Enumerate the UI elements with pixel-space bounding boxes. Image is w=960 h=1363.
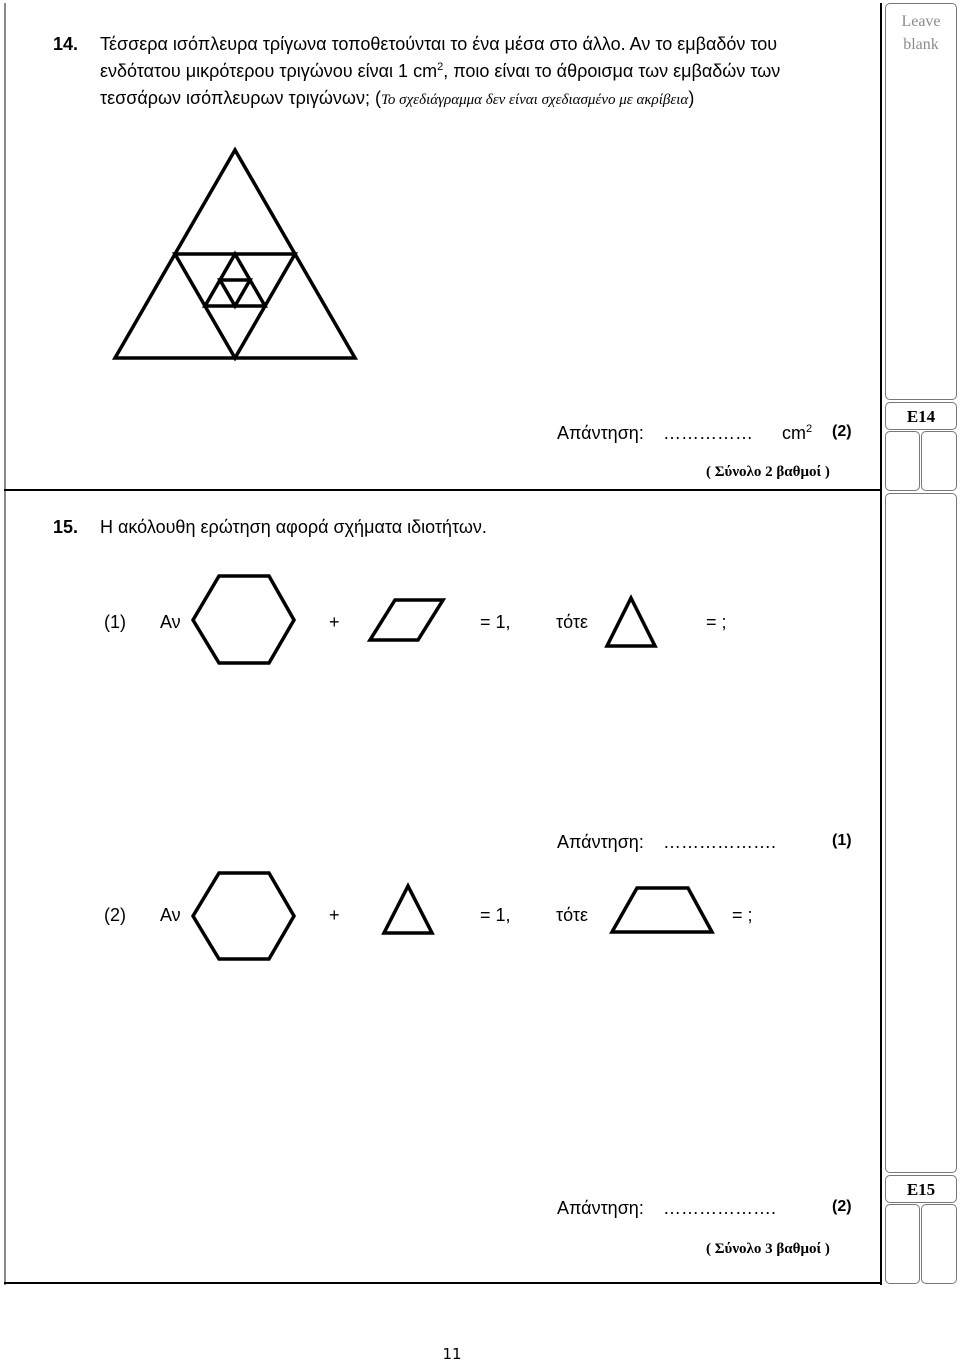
q14-total: ( Σύνολο 2 βαθμοί ): [706, 464, 830, 480]
part1-answer-dots[interactable]: ……………….: [663, 832, 777, 852]
part1-answer-label: Απάντηση:: [557, 832, 644, 852]
part1-equals-q: = ;: [706, 612, 727, 632]
q15-intro: Η ακόλουθη ερώτηση αφορά σχήματα ιδιοτήτων.: [100, 517, 487, 537]
q14-line-3-close: ): [688, 88, 695, 108]
page-number: 11: [442, 1345, 462, 1363]
q14-unit-sup: 2: [806, 423, 813, 435]
part2-plus: +: [329, 905, 340, 925]
part2-equals-one: = 1,: [480, 905, 511, 925]
q14-answer-label: Απάντηση:: [557, 423, 644, 443]
q14-unit-text: cm: [782, 423, 806, 443]
q14-answer-dots[interactable]: ……………: [663, 423, 753, 443]
e15-code: E15: [906, 1180, 936, 1199]
part2-answer-dots[interactable]: ……………….: [663, 1198, 777, 1218]
part1-plus: +: [329, 612, 340, 632]
part2-if: Αν: [160, 905, 181, 925]
part1-label: (1): [104, 612, 126, 632]
leave-label: Leave: [901, 13, 941, 30]
part1-if: Αν: [160, 612, 181, 632]
q14-line-3-text: τεσσάρων ισόπλευρων τριγώνων; (: [100, 88, 381, 108]
part1-equals-one: = 1,: [480, 612, 511, 632]
q14-marks: (2): [832, 423, 852, 440]
part1-then: τότε: [556, 612, 589, 632]
trapezoid-icon: [612, 888, 712, 932]
q15-number: 15.: [53, 517, 79, 537]
part2-label: (2): [104, 905, 126, 925]
q14-line-1: Τέσσερα ισόπλευρα τρίγωνα τοποθετούνται το ένα μέσα στο άλλο. Αν το εμβαδόν του: [100, 34, 778, 54]
part2-equals-q: = ;: [732, 905, 753, 925]
q14-note: Το σχεδιάγραμμα δεν είναι σχεδιασμένο με ακρίβεια: [380, 92, 689, 108]
q14-line-2-text: ενδότατου μικρότερου τριγώνου είναι 1 cm: [100, 61, 438, 81]
q14-number: 14.: [53, 34, 79, 54]
part2-answer-label: Απάντηση:: [557, 1198, 644, 1218]
q14-line-2-rest: , ποιο είναι το άθροισμα των εμβαδών των: [443, 61, 781, 81]
part1-marks: (1): [832, 832, 852, 849]
triangle-icon-2: [384, 886, 432, 933]
part2-marks: (2): [832, 1198, 852, 1215]
blank-label: blank: [903, 36, 939, 53]
e14-code: E14: [906, 407, 936, 426]
q14-line-2-sup: 2: [437, 61, 444, 73]
hexagon-icon-2: [193, 873, 294, 959]
part2-then: τότε: [556, 905, 589, 925]
q15-total: ( Σύνολο 3 βαθμοί ): [706, 1241, 830, 1257]
